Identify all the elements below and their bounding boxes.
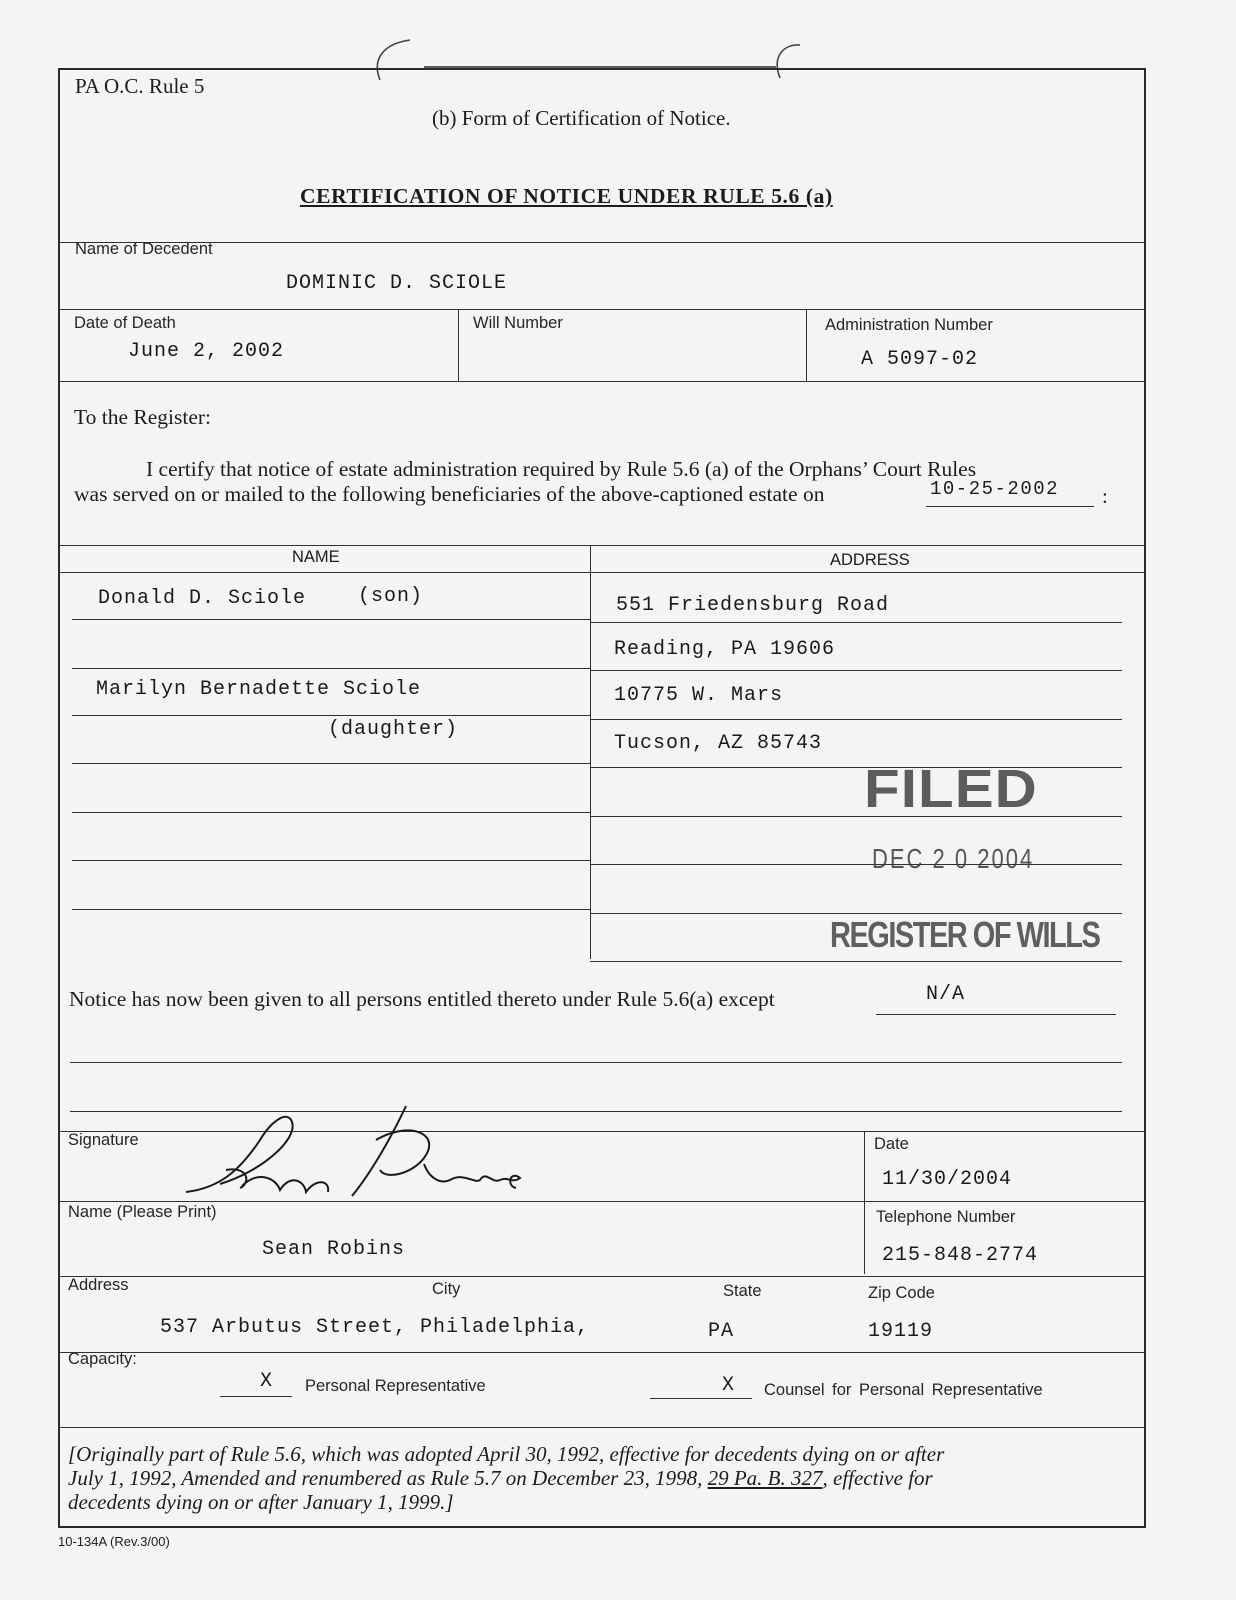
counsel-label-rest: Personal Representative xyxy=(859,1381,1043,1399)
rule-reference: PA O.C. Rule 5 xyxy=(75,74,205,98)
beneficiary-2-address-line-2: Tucson, AZ 85743 xyxy=(614,732,823,755)
form-caption: (b) Form of Certification of Notice. xyxy=(432,106,731,130)
administration-number-label: Administration Number xyxy=(825,316,993,334)
register-of-wills-stamp: REGISTER OF WILLS xyxy=(830,915,1100,956)
capacity-label: Capacity: xyxy=(68,1350,137,1368)
print-name-label: Name (Please Print) xyxy=(68,1203,217,1221)
certification-colon: : xyxy=(1102,484,1108,508)
filed-stamp-date: DEC 2 0 2004 xyxy=(872,842,1035,874)
state-label: State xyxy=(723,1282,762,1300)
footnote-line-3: decedents dying on or after January 1, 1999.] xyxy=(68,1490,454,1514)
city-label: City xyxy=(432,1280,461,1298)
beneficiary-2-relation: (daughter) xyxy=(328,718,459,741)
signature-label: Signature xyxy=(68,1131,139,1149)
beneficiary-1-name: Donald D. Sciole xyxy=(98,587,307,610)
date-of-death: June 2, 2002 xyxy=(128,340,285,363)
beneficiary-1-address-line-1: 551 Friedensburg Road xyxy=(616,594,890,617)
footnote-line-2 xyxy=(68,1466,933,1491)
notice-date: 10-25-2002 xyxy=(930,478,1060,500)
signer-street-city: 537 Arbutus Street, Philadelphia, xyxy=(160,1316,590,1339)
beneficiary-2-name: Marilyn Bernadette Sciole xyxy=(96,678,422,701)
will-number-label: Will Number xyxy=(473,314,563,332)
handwritten-signature xyxy=(180,1100,540,1210)
footnote-line-1: [Originally part of Rule 5.6, which was adopted April 30, 1992, effective for decedents dying on or after xyxy=(68,1442,945,1466)
personal-representative-label: Personal Representative xyxy=(305,1377,486,1395)
certification-line-1: I certify that notice of estate administration required by Rule 5.6 (a) of the Orphans’ Court Rules xyxy=(146,457,977,481)
footnote-citation: 29 Pa. B. 327 xyxy=(707,1466,823,1490)
counsel-label-for: for xyxy=(832,1381,852,1399)
telephone-number: 215-848-2774 xyxy=(882,1244,1039,1267)
address-column-header: ADDRESS xyxy=(830,551,910,569)
signer-zip-code: 19119 xyxy=(868,1320,934,1343)
exception-text: Notice has now been given to all persons entitled thereto under Rule 5.6(a) except xyxy=(69,987,775,1011)
exception-value: N/A xyxy=(926,983,966,1006)
address-label: Address xyxy=(68,1276,129,1294)
date-label: Date xyxy=(874,1135,909,1153)
personal-representative-mark: X xyxy=(260,1370,274,1393)
form-number: 10-134A (Rev.3/00) xyxy=(58,1534,170,1549)
print-name: Sean Robins xyxy=(262,1238,406,1261)
certification-line-2: was served on or mailed to the following beneficiaries of the above-captioned estate on xyxy=(74,482,825,506)
footnote-line-2-start: July 1, 1992, Amended and renumbered as Rule 5.7 on December 23, 1998, xyxy=(68,1466,708,1490)
counsel-mark: X xyxy=(722,1374,736,1397)
telephone-label: Telephone Number xyxy=(876,1208,1016,1226)
signer-state: PA xyxy=(708,1320,735,1343)
decedent-name: DOMINIC D. SCIOLE xyxy=(286,272,508,295)
administration-number: A 5097-02 xyxy=(861,348,979,371)
counsel-label-word: Counsel xyxy=(764,1381,825,1399)
zip-code-label: Zip Code xyxy=(868,1284,935,1302)
beneficiary-2-address-line-1: 10775 W. Mars xyxy=(614,684,784,707)
name-column-header: NAME xyxy=(292,548,340,566)
filed-stamp: FILED xyxy=(864,759,1038,819)
beneficiary-1-relation: (son) xyxy=(358,585,424,608)
signature-date: 11/30/2004 xyxy=(882,1168,1013,1191)
counsel-label xyxy=(764,1381,1043,1400)
beneficiary-1-address-line-2: Reading, PA 19606 xyxy=(614,638,836,661)
footnote-line-2-end: , effective for xyxy=(822,1466,933,1490)
form-title: CERTIFICATION OF NOTICE UNDER RULE 5.6 (a) xyxy=(300,184,833,208)
salutation: To the Register: xyxy=(74,405,212,429)
date-of-death-label: Date of Death xyxy=(74,314,176,332)
decedent-label: Name of Decedent xyxy=(75,240,213,258)
